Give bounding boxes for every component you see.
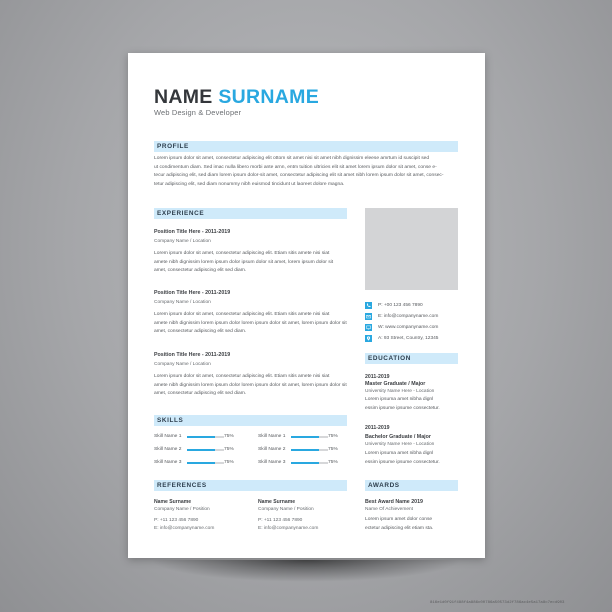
reference-email: E: info@companyname.com — [154, 526, 215, 531]
award-description — [365, 516, 433, 533]
contact-email — [365, 313, 438, 320]
experience-line: amet, consectetur adipiscing elit sed diam. — [154, 391, 247, 396]
profile-heading: PROFILE — [154, 141, 458, 152]
experience-title: Position Title Here - 2011-2019 — [154, 352, 231, 358]
skill-label: Skill Name 2 — [258, 447, 286, 452]
profile-line: tecur adipiscing elit, sed diam lorem ipsum dolor-sit amet, consectetur adipiscing elit sit amet nibh lorem ipsum dolor sit amet, consec- — [154, 173, 444, 178]
experience-line: amete nibh dignissim lorem ipsum dolor ipsum dolor sit amet, lorem ipsum dolor sit — [154, 259, 334, 265]
reference-position: Company Name / Position — [258, 507, 314, 512]
contact-address-text: A: 93 Street, Country, 12345 — [378, 336, 439, 341]
skill-bar — [291, 436, 328, 438]
skill-label: Skill Name 3 — [154, 460, 182, 465]
education-school: University Name Here - Location — [365, 389, 435, 394]
education-heading: EDUCATION — [365, 353, 458, 364]
experience-line: amete nibh dignissim lorem ipsum dolor lorem ipsum dolor sit amet, lorem ipsum dolor sit — [154, 382, 347, 388]
skill-percent: 75% — [224, 434, 234, 439]
experience-line: Lorem ipsum dolor sit amet, consectetur adipiscing elit. Etiam sitis amete nisi siat — [154, 251, 330, 256]
skill-percent: 75% — [328, 447, 338, 452]
skill-label: Skill Name 1 — [154, 434, 182, 439]
resume-page — [128, 53, 485, 558]
experience-description — [154, 311, 347, 337]
skill-bar-fill — [187, 449, 215, 451]
web-icon — [365, 324, 372, 331]
contact-address — [365, 335, 438, 342]
skill-bar-fill — [291, 462, 319, 464]
experience-title: Position Title Here - 2011-2019 — [154, 229, 231, 235]
photo-placeholder — [365, 208, 458, 290]
skill-bar-fill — [291, 436, 319, 438]
skill-label: Skill Name 2 — [154, 447, 182, 452]
award-title: Best Award Name 2019 — [365, 499, 424, 505]
experience-company: Company Name / Location — [154, 362, 211, 367]
profile-line: tetur adipiscing elit, sed diam nonummy nibh euismod tincidunt ut laoreet dolore magna. — [154, 181, 345, 187]
profile-line: ut condimentum diam. Sed imac nulla libero morbi ante arnn, entm tuition ultricies elit sit amet lorem ipsum dolor sit amet, conse e- — [154, 164, 437, 170]
profile-text — [154, 155, 443, 189]
education-year: 2011-2019 — [365, 374, 390, 380]
experience-company: Company Name / Location — [154, 239, 211, 244]
award-line: ectetur adipiscing elit etiam sta. — [365, 525, 434, 531]
education-description — [365, 450, 440, 467]
reference-position: Company Name / Position — [154, 507, 210, 512]
experience-line: amete nibh dignissim lorem ipsum dolor lorem ipsum dolor sit amet, lorem ipsum dolor sit — [154, 320, 347, 326]
experience-description — [154, 373, 347, 399]
education-line: essim ipsume ipsume consectetur. — [365, 405, 440, 411]
experience-line: amet, consectetur adipiscing elit sed diam. — [154, 329, 247, 334]
experience-line: amet, consectetur adipiscing elit sed diam. — [154, 268, 247, 273]
job-title: Web Design & Developer — [154, 108, 242, 117]
reference-phone: P: +11 123 456 7890 — [154, 518, 199, 523]
contact-phone-text: P: +00 123 456 7890 — [378, 303, 423, 308]
contact-phone — [365, 302, 423, 309]
skill-bar — [187, 436, 224, 438]
skill-bar — [187, 462, 224, 464]
awards-heading: AWARDS — [365, 480, 458, 491]
skills-heading: SKILLS — [154, 415, 347, 426]
experience-line: Lorem ipsum dolor sit amet, consectetur adipiscing elit. Etiam sitis amete nisi siat — [154, 312, 330, 317]
experience-line: Lorem ipsum dolor sit amet, consectetur adipiscing elit. Etiam sitis amete nisi siat — [154, 374, 330, 379]
contact-web — [365, 324, 438, 331]
contact-email-text: E: info@companyname.com — [378, 314, 439, 319]
watermark-id: 816e1d0f91f488f4a886c00786a50573d2f786ac4e5a17a8c7ecd903 — [430, 601, 565, 605]
skill-bar-fill — [291, 449, 319, 451]
location-icon — [365, 335, 372, 342]
education-line: Lorem ipsuma amet nibha dignl — [365, 451, 434, 456]
skill-label: Skill Name 3 — [258, 460, 286, 465]
reference-phone: P: +11 123 456 7890 — [258, 518, 303, 523]
profile-line: Lorem ipsum dolor sit amet, consectetur adipiscing elit ottom sit amet nisi sit amet nibh dignissim eleese amrtum id suscipit sed — [154, 156, 430, 161]
education-school: University Name Here - Location — [365, 442, 435, 447]
experience-heading: EXPERIENCE — [154, 208, 347, 219]
award-line: Lorem ipsum amet dolor conse — [365, 517, 433, 522]
first-name: NAME — [154, 86, 213, 108]
page-shadow — [150, 560, 462, 582]
education-year: 2011-2019 — [365, 425, 390, 431]
skill-bar-fill — [187, 436, 215, 438]
skill-percent: 75% — [328, 460, 338, 465]
skill-bar — [291, 462, 328, 464]
resume-name — [154, 86, 319, 109]
experience-description — [154, 250, 333, 276]
email-icon — [365, 313, 372, 320]
education-degree: Bachelor Graduate / Major — [365, 434, 431, 440]
skill-label: Skill Name 1 — [258, 434, 286, 439]
skill-percent: 75% — [328, 434, 338, 439]
skill-percent: 75% — [224, 460, 234, 465]
phone-icon — [365, 302, 372, 309]
award-subtitle: Name Of Achievement — [365, 507, 413, 512]
reference-name: Name Surname — [258, 499, 296, 505]
education-degree: Master Graduate / Major — [365, 381, 426, 387]
references-heading: REFERENCES — [154, 480, 347, 491]
skill-bar-fill — [187, 462, 215, 464]
contact-web-text: W: www.companyname.com — [378, 325, 439, 330]
skill-bar — [187, 449, 224, 451]
reference-name: Name Surname — [154, 499, 192, 505]
skill-percent: 75% — [224, 447, 234, 452]
reference-email: E: info@companyname.com — [258, 526, 319, 531]
education-description — [365, 396, 440, 413]
last-name: SURNAME — [218, 86, 320, 108]
education-line: Lorem ipsuma amet nibha dignl — [365, 397, 434, 402]
education-line: essim ipsume ipsume consectetur. — [365, 459, 440, 465]
skill-bar — [291, 449, 328, 451]
experience-company: Company Name / Location — [154, 300, 211, 305]
experience-title: Position Title Here - 2011-2019 — [154, 290, 231, 296]
